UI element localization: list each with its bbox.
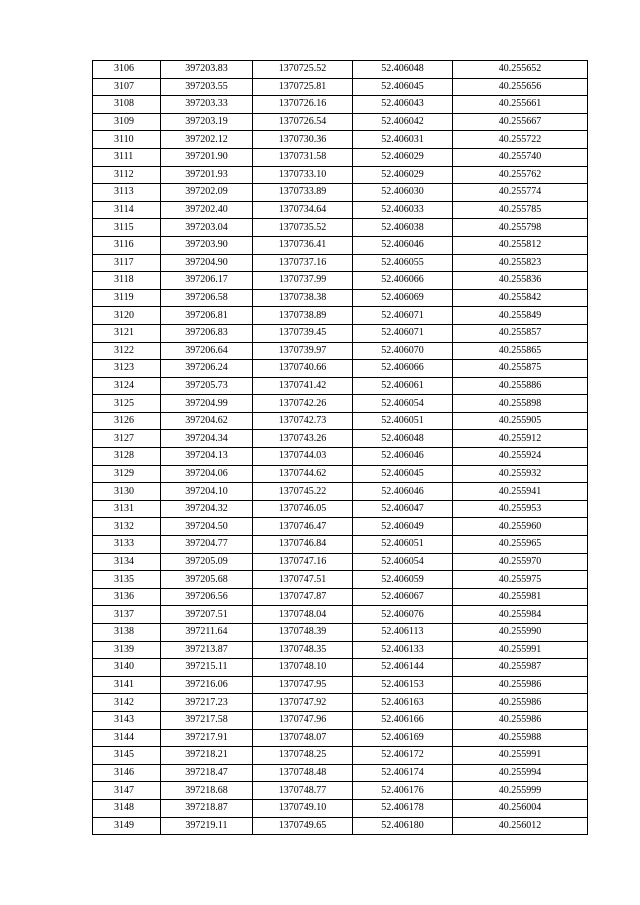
longitude-cell: 40.255991 <box>453 747 588 765</box>
longitude-cell: 40.255965 <box>453 536 588 554</box>
x-coordinate-cell: 397201.90 <box>161 148 253 166</box>
y-coordinate-cell: 1370743.26 <box>253 430 353 448</box>
longitude-cell: 40.255865 <box>453 342 588 360</box>
table-row <box>93 324 588 342</box>
longitude-cell: 40.255981 <box>453 588 588 606</box>
latitude-cell: 52.406076 <box>353 606 453 624</box>
latitude-cell: 52.406071 <box>353 307 453 325</box>
longitude-cell: 40.255986 <box>453 694 588 712</box>
x-coordinate-cell: 397204.06 <box>161 465 253 483</box>
point-number-cell: 3132 <box>93 518 161 536</box>
latitude-cell: 52.406047 <box>353 500 453 518</box>
x-coordinate-cell: 397203.04 <box>161 219 253 237</box>
y-coordinate-cell: 1370744.62 <box>253 465 353 483</box>
y-coordinate-cell: 1370748.25 <box>253 747 353 765</box>
x-coordinate-cell: 397204.13 <box>161 448 253 466</box>
table-row <box>93 500 588 518</box>
table-row <box>93 641 588 659</box>
longitude-cell: 40.255990 <box>453 624 588 642</box>
table-row <box>93 553 588 571</box>
point-number-cell: 3121 <box>93 324 161 342</box>
latitude-cell: 52.406144 <box>353 659 453 677</box>
latitude-cell: 52.406069 <box>353 289 453 307</box>
table-row <box>93 465 588 483</box>
longitude-cell: 40.255875 <box>453 360 588 378</box>
x-coordinate-cell: 397219.11 <box>161 817 253 835</box>
longitude-cell: 40.255785 <box>453 201 588 219</box>
table-row <box>93 676 588 694</box>
table-row <box>93 113 588 131</box>
point-number-cell: 3118 <box>93 272 161 290</box>
coordinates-table-container <box>92 60 588 835</box>
x-coordinate-cell: 397201.93 <box>161 166 253 184</box>
y-coordinate-cell: 1370746.84 <box>253 536 353 554</box>
longitude-cell: 40.255656 <box>453 78 588 96</box>
table-row <box>93 236 588 254</box>
longitude-cell: 40.255991 <box>453 641 588 659</box>
y-coordinate-cell: 1370736.41 <box>253 236 353 254</box>
y-coordinate-cell: 1370726.16 <box>253 96 353 114</box>
x-coordinate-cell: 397211.64 <box>161 624 253 642</box>
point-number-cell: 3114 <box>93 201 161 219</box>
y-coordinate-cell: 1370742.73 <box>253 412 353 430</box>
x-coordinate-cell: 397218.68 <box>161 782 253 800</box>
coordinates-table <box>92 60 588 835</box>
longitude-cell: 40.255905 <box>453 412 588 430</box>
longitude-cell: 40.255740 <box>453 148 588 166</box>
y-coordinate-cell: 1370746.47 <box>253 518 353 536</box>
table-row <box>93 747 588 765</box>
x-coordinate-cell: 397204.77 <box>161 536 253 554</box>
table-row <box>93 96 588 114</box>
latitude-cell: 52.406180 <box>353 817 453 835</box>
point-number-cell: 3148 <box>93 799 161 817</box>
latitude-cell: 52.406178 <box>353 799 453 817</box>
point-number-cell: 3124 <box>93 377 161 395</box>
latitude-cell: 52.406059 <box>353 571 453 589</box>
table-row <box>93 377 588 395</box>
y-coordinate-cell: 1370747.16 <box>253 553 353 571</box>
x-coordinate-cell: 397204.34 <box>161 430 253 448</box>
table-row <box>93 412 588 430</box>
table-row <box>93 483 588 501</box>
x-coordinate-cell: 397206.83 <box>161 324 253 342</box>
longitude-cell: 40.255798 <box>453 219 588 237</box>
latitude-cell: 52.406029 <box>353 148 453 166</box>
latitude-cell: 52.406051 <box>353 412 453 430</box>
latitude-cell: 52.406172 <box>353 747 453 765</box>
longitude-cell: 40.256004 <box>453 799 588 817</box>
latitude-cell: 52.406163 <box>353 694 453 712</box>
latitude-cell: 52.406113 <box>353 624 453 642</box>
y-coordinate-cell: 1370747.95 <box>253 676 353 694</box>
table-row <box>93 518 588 536</box>
y-coordinate-cell: 1370742.26 <box>253 395 353 413</box>
latitude-cell: 52.406045 <box>353 465 453 483</box>
point-number-cell: 3146 <box>93 764 161 782</box>
latitude-cell: 52.406066 <box>353 360 453 378</box>
longitude-cell: 40.255987 <box>453 659 588 677</box>
y-coordinate-cell: 1370737.99 <box>253 272 353 290</box>
y-coordinate-cell: 1370733.10 <box>253 166 353 184</box>
point-number-cell: 3107 <box>93 78 161 96</box>
x-coordinate-cell: 397215.11 <box>161 659 253 677</box>
table-row <box>93 764 588 782</box>
latitude-cell: 52.406055 <box>353 254 453 272</box>
table-row <box>93 272 588 290</box>
table-row <box>93 711 588 729</box>
point-number-cell: 3142 <box>93 694 161 712</box>
longitude-cell: 40.255924 <box>453 448 588 466</box>
point-number-cell: 3108 <box>93 96 161 114</box>
longitude-cell: 40.255975 <box>453 571 588 589</box>
longitude-cell: 40.255953 <box>453 500 588 518</box>
table-row <box>93 536 588 554</box>
point-number-cell: 3134 <box>93 553 161 571</box>
x-coordinate-cell: 397207.51 <box>161 606 253 624</box>
point-number-cell: 3112 <box>93 166 161 184</box>
x-coordinate-cell: 397204.99 <box>161 395 253 413</box>
y-coordinate-cell: 1370747.51 <box>253 571 353 589</box>
y-coordinate-cell: 1370739.97 <box>253 342 353 360</box>
point-number-cell: 3116 <box>93 236 161 254</box>
x-coordinate-cell: 397204.50 <box>161 518 253 536</box>
x-coordinate-cell: 397203.90 <box>161 236 253 254</box>
y-coordinate-cell: 1370731.58 <box>253 148 353 166</box>
x-coordinate-cell: 397203.83 <box>161 61 253 79</box>
longitude-cell: 40.255988 <box>453 729 588 747</box>
point-number-cell: 3126 <box>93 412 161 430</box>
longitude-cell: 40.255722 <box>453 131 588 149</box>
x-coordinate-cell: 397216.06 <box>161 676 253 694</box>
latitude-cell: 52.406043 <box>353 96 453 114</box>
latitude-cell: 52.406042 <box>353 113 453 131</box>
longitude-cell: 40.255932 <box>453 465 588 483</box>
table-row <box>93 254 588 272</box>
point-number-cell: 3137 <box>93 606 161 624</box>
point-number-cell: 3129 <box>93 465 161 483</box>
x-coordinate-cell: 397202.09 <box>161 184 253 202</box>
point-number-cell: 3131 <box>93 500 161 518</box>
x-coordinate-cell: 397206.64 <box>161 342 253 360</box>
point-number-cell: 3110 <box>93 131 161 149</box>
latitude-cell: 52.406070 <box>353 342 453 360</box>
latitude-cell: 52.406048 <box>353 61 453 79</box>
latitude-cell: 52.406046 <box>353 236 453 254</box>
point-number-cell: 3130 <box>93 483 161 501</box>
table-row <box>93 131 588 149</box>
table-row <box>93 694 588 712</box>
y-coordinate-cell: 1370738.38 <box>253 289 353 307</box>
point-number-cell: 3138 <box>93 624 161 642</box>
table-row <box>93 624 588 642</box>
longitude-cell: 40.255661 <box>453 96 588 114</box>
latitude-cell: 52.406133 <box>353 641 453 659</box>
latitude-cell: 52.406061 <box>353 377 453 395</box>
latitude-cell: 52.406048 <box>353 430 453 448</box>
x-coordinate-cell: 397206.81 <box>161 307 253 325</box>
y-coordinate-cell: 1370748.39 <box>253 624 353 642</box>
point-number-cell: 3127 <box>93 430 161 448</box>
longitude-cell: 40.255823 <box>453 254 588 272</box>
table-row <box>93 729 588 747</box>
point-number-cell: 3123 <box>93 360 161 378</box>
x-coordinate-cell: 397203.19 <box>161 113 253 131</box>
y-coordinate-cell: 1370741.42 <box>253 377 353 395</box>
point-number-cell: 3135 <box>93 571 161 589</box>
x-coordinate-cell: 397204.90 <box>161 254 253 272</box>
longitude-cell: 40.255836 <box>453 272 588 290</box>
longitude-cell: 40.256012 <box>453 817 588 835</box>
y-coordinate-cell: 1370748.07 <box>253 729 353 747</box>
y-coordinate-cell: 1370734.64 <box>253 201 353 219</box>
table-row <box>93 606 588 624</box>
y-coordinate-cell: 1370747.96 <box>253 711 353 729</box>
x-coordinate-cell: 397205.73 <box>161 377 253 395</box>
longitude-cell: 40.255986 <box>453 676 588 694</box>
x-coordinate-cell: 397204.62 <box>161 412 253 430</box>
point-number-cell: 3120 <box>93 307 161 325</box>
point-number-cell: 3125 <box>93 395 161 413</box>
x-coordinate-cell: 397202.40 <box>161 201 253 219</box>
latitude-cell: 52.406169 <box>353 729 453 747</box>
latitude-cell: 52.406176 <box>353 782 453 800</box>
latitude-cell: 52.406049 <box>353 518 453 536</box>
y-coordinate-cell: 1370737.16 <box>253 254 353 272</box>
table-row <box>93 799 588 817</box>
y-coordinate-cell: 1370748.77 <box>253 782 353 800</box>
y-coordinate-cell: 1370749.10 <box>253 799 353 817</box>
table-row <box>93 289 588 307</box>
point-number-cell: 3143 <box>93 711 161 729</box>
longitude-cell: 40.255986 <box>453 711 588 729</box>
y-coordinate-cell: 1370725.52 <box>253 61 353 79</box>
point-number-cell: 3133 <box>93 536 161 554</box>
y-coordinate-cell: 1370744.03 <box>253 448 353 466</box>
x-coordinate-cell: 397213.87 <box>161 641 253 659</box>
latitude-cell: 52.406030 <box>353 184 453 202</box>
longitude-cell: 40.255667 <box>453 113 588 131</box>
point-number-cell: 3149 <box>93 817 161 835</box>
x-coordinate-cell: 397218.87 <box>161 799 253 817</box>
table-row <box>93 360 588 378</box>
point-number-cell: 3119 <box>93 289 161 307</box>
y-coordinate-cell: 1370726.54 <box>253 113 353 131</box>
table-row <box>93 588 588 606</box>
latitude-cell: 52.406046 <box>353 483 453 501</box>
latitude-cell: 52.406045 <box>353 78 453 96</box>
x-coordinate-cell: 397217.58 <box>161 711 253 729</box>
y-coordinate-cell: 1370745.22 <box>253 483 353 501</box>
longitude-cell: 40.255994 <box>453 764 588 782</box>
point-number-cell: 3109 <box>93 113 161 131</box>
point-number-cell: 3139 <box>93 641 161 659</box>
longitude-cell: 40.255898 <box>453 395 588 413</box>
y-coordinate-cell: 1370748.48 <box>253 764 353 782</box>
x-coordinate-cell: 397206.17 <box>161 272 253 290</box>
table-row <box>93 659 588 677</box>
x-coordinate-cell: 397217.91 <box>161 729 253 747</box>
longitude-cell: 40.255941 <box>453 483 588 501</box>
x-coordinate-cell: 397218.47 <box>161 764 253 782</box>
y-coordinate-cell: 1370748.04 <box>253 606 353 624</box>
y-coordinate-cell: 1370738.89 <box>253 307 353 325</box>
longitude-cell: 40.255960 <box>453 518 588 536</box>
y-coordinate-cell: 1370748.35 <box>253 641 353 659</box>
table-row <box>93 78 588 96</box>
table-row <box>93 448 588 466</box>
latitude-cell: 52.406067 <box>353 588 453 606</box>
x-coordinate-cell: 397202.12 <box>161 131 253 149</box>
table-row <box>93 307 588 325</box>
table-row <box>93 395 588 413</box>
point-number-cell: 3147 <box>93 782 161 800</box>
latitude-cell: 52.406153 <box>353 676 453 694</box>
point-number-cell: 3140 <box>93 659 161 677</box>
table-row <box>93 430 588 448</box>
x-coordinate-cell: 397206.24 <box>161 360 253 378</box>
x-coordinate-cell: 397218.21 <box>161 747 253 765</box>
x-coordinate-cell: 397204.10 <box>161 483 253 501</box>
table-row <box>93 184 588 202</box>
table-row <box>93 61 588 79</box>
y-coordinate-cell: 1370747.87 <box>253 588 353 606</box>
longitude-cell: 40.255999 <box>453 782 588 800</box>
y-coordinate-cell: 1370735.52 <box>253 219 353 237</box>
x-coordinate-cell: 397205.09 <box>161 553 253 571</box>
point-number-cell: 3111 <box>93 148 161 166</box>
latitude-cell: 52.406071 <box>353 324 453 342</box>
y-coordinate-cell: 1370747.92 <box>253 694 353 712</box>
table-body <box>93 61 588 835</box>
latitude-cell: 52.406029 <box>353 166 453 184</box>
longitude-cell: 40.255912 <box>453 430 588 448</box>
x-coordinate-cell: 397205.68 <box>161 571 253 589</box>
latitude-cell: 52.406051 <box>353 536 453 554</box>
y-coordinate-cell: 1370746.05 <box>253 500 353 518</box>
y-coordinate-cell: 1370749.65 <box>253 817 353 835</box>
point-number-cell: 3145 <box>93 747 161 765</box>
longitude-cell: 40.255652 <box>453 61 588 79</box>
point-number-cell: 3122 <box>93 342 161 360</box>
longitude-cell: 40.255970 <box>453 553 588 571</box>
x-coordinate-cell: 397206.56 <box>161 588 253 606</box>
latitude-cell: 52.406166 <box>353 711 453 729</box>
point-number-cell: 3136 <box>93 588 161 606</box>
x-coordinate-cell: 397206.58 <box>161 289 253 307</box>
table-row <box>93 166 588 184</box>
x-coordinate-cell: 397204.32 <box>161 500 253 518</box>
y-coordinate-cell: 1370733.89 <box>253 184 353 202</box>
latitude-cell: 52.406038 <box>353 219 453 237</box>
latitude-cell: 52.406174 <box>353 764 453 782</box>
point-number-cell: 3106 <box>93 61 161 79</box>
longitude-cell: 40.255984 <box>453 606 588 624</box>
longitude-cell: 40.255857 <box>453 324 588 342</box>
longitude-cell: 40.255842 <box>453 289 588 307</box>
longitude-cell: 40.255886 <box>453 377 588 395</box>
point-number-cell: 3128 <box>93 448 161 466</box>
latitude-cell: 52.406033 <box>353 201 453 219</box>
table-row <box>93 219 588 237</box>
x-coordinate-cell: 397203.55 <box>161 78 253 96</box>
y-coordinate-cell: 1370748.10 <box>253 659 353 677</box>
table-row <box>93 148 588 166</box>
longitude-cell: 40.255762 <box>453 166 588 184</box>
latitude-cell: 52.406054 <box>353 395 453 413</box>
longitude-cell: 40.255849 <box>453 307 588 325</box>
y-coordinate-cell: 1370739.45 <box>253 324 353 342</box>
point-number-cell: 3115 <box>93 219 161 237</box>
longitude-cell: 40.255774 <box>453 184 588 202</box>
table-row <box>93 782 588 800</box>
point-number-cell: 3141 <box>93 676 161 694</box>
y-coordinate-cell: 1370725.81 <box>253 78 353 96</box>
y-coordinate-cell: 1370730.36 <box>253 131 353 149</box>
table-row <box>93 342 588 360</box>
table-row <box>93 817 588 835</box>
point-number-cell: 3144 <box>93 729 161 747</box>
point-number-cell: 3113 <box>93 184 161 202</box>
point-number-cell: 3117 <box>93 254 161 272</box>
latitude-cell: 52.406046 <box>353 448 453 466</box>
table-row <box>93 571 588 589</box>
x-coordinate-cell: 397203.33 <box>161 96 253 114</box>
latitude-cell: 52.406031 <box>353 131 453 149</box>
x-coordinate-cell: 397217.23 <box>161 694 253 712</box>
latitude-cell: 52.406054 <box>353 553 453 571</box>
y-coordinate-cell: 1370740.66 <box>253 360 353 378</box>
longitude-cell: 40.255812 <box>453 236 588 254</box>
latitude-cell: 52.406066 <box>353 272 453 290</box>
table-row <box>93 201 588 219</box>
